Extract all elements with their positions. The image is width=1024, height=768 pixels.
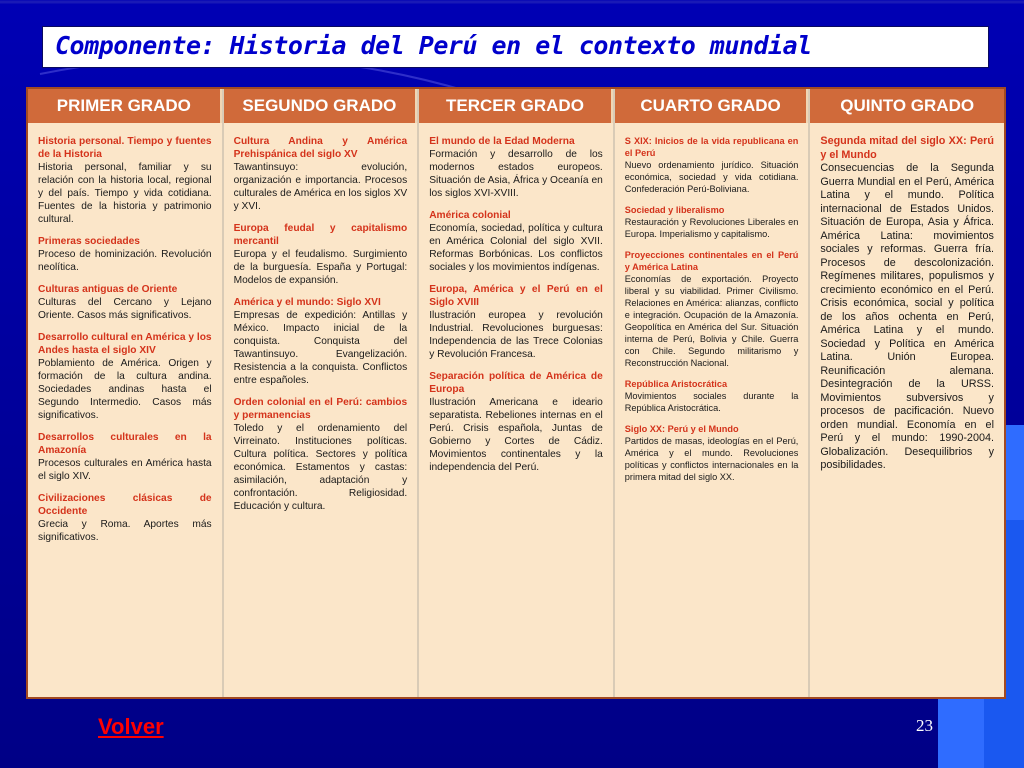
column-header: SEGUNDO GRADO <box>224 89 418 123</box>
section <box>38 492 212 544</box>
section <box>429 283 603 361</box>
column-header: CUARTO GRADO <box>615 89 809 123</box>
section-title: Culturas antiguas de Oriente <box>38 284 178 295</box>
section-title: Orden colonial en el Perú: cambios y permanencias <box>233 397 408 421</box>
section-body: Nuevo ordenamiento jurídico. Situación económica, sociedad y vida cotidiana. Confederación Perú-Boliviana. <box>624 160 799 194</box>
section-title: S XIX: Inicios de la vida republicana en el Perú <box>624 136 799 158</box>
section-body: Economías de exportación. Proyecto liberal y su viabilidad. Primer Civilismo. Relaciones en América: alianzas, conflicto e integración. Ocupación de la Amazonía. Geopolítica en América del Sur. Situación interna de Perú, Bolivia y Chile. Guerra con Chile. Segundo militarismo y Reconstrucción Nacional. <box>624 274 799 368</box>
section <box>625 249 799 369</box>
column-quinto-grado <box>810 89 1004 697</box>
section-title: República Aristocrática <box>624 379 728 389</box>
section-title: Primeras sociedades <box>38 236 140 247</box>
section-body: Grecia y Roma. Aportes más significativos. <box>38 519 212 543</box>
section-body: Economía, sociedad, política y cultura en América Colonial del siglo XVII. Reformas Borbónicas. Los conflictos sociales y los movimientos indígenas. <box>429 223 603 273</box>
section <box>38 431 212 483</box>
section-body: Empresas de expedición: Antillas y México. Impacto inicial de la conquista. Conquista del Tawantinsuyo. Evangelización. Resistencia a la conquista. Conflictos entre españoles. <box>233 310 408 386</box>
section-title: América colonial <box>429 210 511 221</box>
section-title: Sociedad y liberalismo <box>624 205 725 215</box>
section-body: Proceso de hominización. Revolución neolítica. <box>38 249 212 273</box>
section-title: Proyecciones continentales en el Perú y América Latina <box>624 250 799 272</box>
section-title: Civilizaciones clásicas de Occidente <box>38 493 212 517</box>
section-body: Ilustración europea y revolución Industrial. Revoluciones burguesas: Independencia de las Trece Colonias y Revolución Francesa. <box>429 310 603 360</box>
title-box <box>42 26 989 68</box>
section <box>234 135 408 213</box>
section-title: Separación política de América de Europa <box>429 371 603 395</box>
section-title: Segunda mitad del siglo XX: Perú y el Mundo <box>820 135 994 161</box>
section <box>38 235 212 274</box>
column-primer-grado <box>28 89 224 697</box>
section-body: Movimientos sociales durante la República Aristocrática. <box>624 391 799 413</box>
section-title: Europa feudal y capitalismo mercantil <box>233 223 408 247</box>
section-body: Culturas del Cercano y Lejano Oriente. Casos más significativos. <box>38 297 212 321</box>
section-body: Historia personal, familiar y su relación con la historia local, regional y del país. Tiempo y vida cotidiana. Fuentes de la historia y patrimonio cultural. <box>38 162 212 225</box>
column-header: TERCER GRADO <box>419 89 613 123</box>
section <box>429 370 603 474</box>
section-title: El mundo de la Edad Moderna <box>429 136 575 147</box>
column-header: PRIMER GRADO <box>28 89 222 123</box>
column-tercer-grado <box>419 89 615 697</box>
section-title: América y el mundo: Siglo XVI <box>233 297 381 308</box>
slide-title: Componente: Historia del Perú en el contexto mundial <box>55 31 812 60</box>
section <box>625 423 799 483</box>
page-number: 23 <box>916 716 933 735</box>
section-body: Tawantinsuyo: evolución, organización e importancia. Procesos culturales de América en los siglos XV y XVI. <box>233 162 408 212</box>
curriculum-table <box>26 87 1006 699</box>
section <box>234 296 408 387</box>
section <box>625 204 799 240</box>
section <box>429 209 603 274</box>
section-body: Restauración y Revoluciones Liberales en Europa. Imperialismo y capitalismo. <box>624 217 799 239</box>
section-title: Desarrollo cultural en América y los Andes hasta el siglo XIV <box>38 332 212 356</box>
back-link[interactable]: Volver <box>98 714 164 739</box>
section-title: Cultura Andina y América Prehispánica del siglo XV <box>233 136 408 160</box>
section-body: Formación y desarrollo de los modernos estados europeos. Situación de Asia, África y Oceanía en los siglos XVI-XVIII. <box>429 149 603 199</box>
column-cuarto-grado <box>615 89 811 697</box>
section <box>625 378 799 414</box>
section <box>234 222 408 287</box>
section-body: Procesos culturales en América hasta el siglo XIV. <box>38 458 212 482</box>
section-body: Ilustración Americana e ideario separatista. Rebeliones internas en el Perú. Crisis española, Juntas de Gobierno y Cortes de Cádiz. Movimientos continentales y la independencia del Perú. <box>429 397 603 473</box>
section <box>38 331 212 422</box>
section <box>38 283 212 322</box>
section-title: Siglo XX: Perú y el Mundo <box>624 424 739 434</box>
section <box>429 135 603 200</box>
section-title: Desarrollos culturales en la Amazonía <box>38 432 212 456</box>
section-title: Europa, América y el Perú en el Siglo XVIII <box>429 284 603 308</box>
section <box>625 135 799 195</box>
section-body: Toledo y el ordenamiento del Virreinato. Instituciones políticas. Cultura política. Sectores y política económica. Estamentos y castas: asimilación, adaptación y confrontación. Religiosidad. Educación y cultura. <box>233 423 408 512</box>
section-body: Poblamiento de América. Origen y formación de la cultura andina. Sociedades andinas hasta el Segundo Intermedio. Casos más significativos. <box>38 358 212 421</box>
section-title: Historia personal. Tiempo y fuentes de la Historia <box>38 136 212 160</box>
section-body: Partidos de masas, ideologías en el Perú, América y el mundo. Revoluciones políticas y conflictos internacionales en la primera mitad del siglo XX. <box>624 436 799 482</box>
column-segundo-grado <box>224 89 420 697</box>
column-header: QUINTO GRADO <box>810 89 1004 123</box>
section <box>820 135 994 473</box>
section-body: Consecuencias de la Segunda Guerra Mundial en el Perú, América Latina y el mundo. Política internacional de Estados Unidos. Situación de Europa, Asia y África. América Latina: movimientos sociales y reformas. Guerra fría. Procesos de descolonización. Regímenes militares, populismos y crecimiento económico en el Perú. Crisis económica, social y política de los años ochenta en Perú, América Latina y el mundo. Sociedad y Política en América Latina. Unión Europea. Reunificación alemana. Desintegración de la URSS. Movimientos subversivos y procesos de pacificación. Nuevo orden mundial. Economía en el Perú y el mundo: 1990-2004. Globalización. Desequilibrios y posibilidades. <box>820 162 994 471</box>
section <box>38 135 212 226</box>
section <box>234 396 408 513</box>
section-body: Europa y el feudalismo. Surgimiento de la burguesía. España y Portugal: Modelos de expansión. <box>233 249 408 286</box>
